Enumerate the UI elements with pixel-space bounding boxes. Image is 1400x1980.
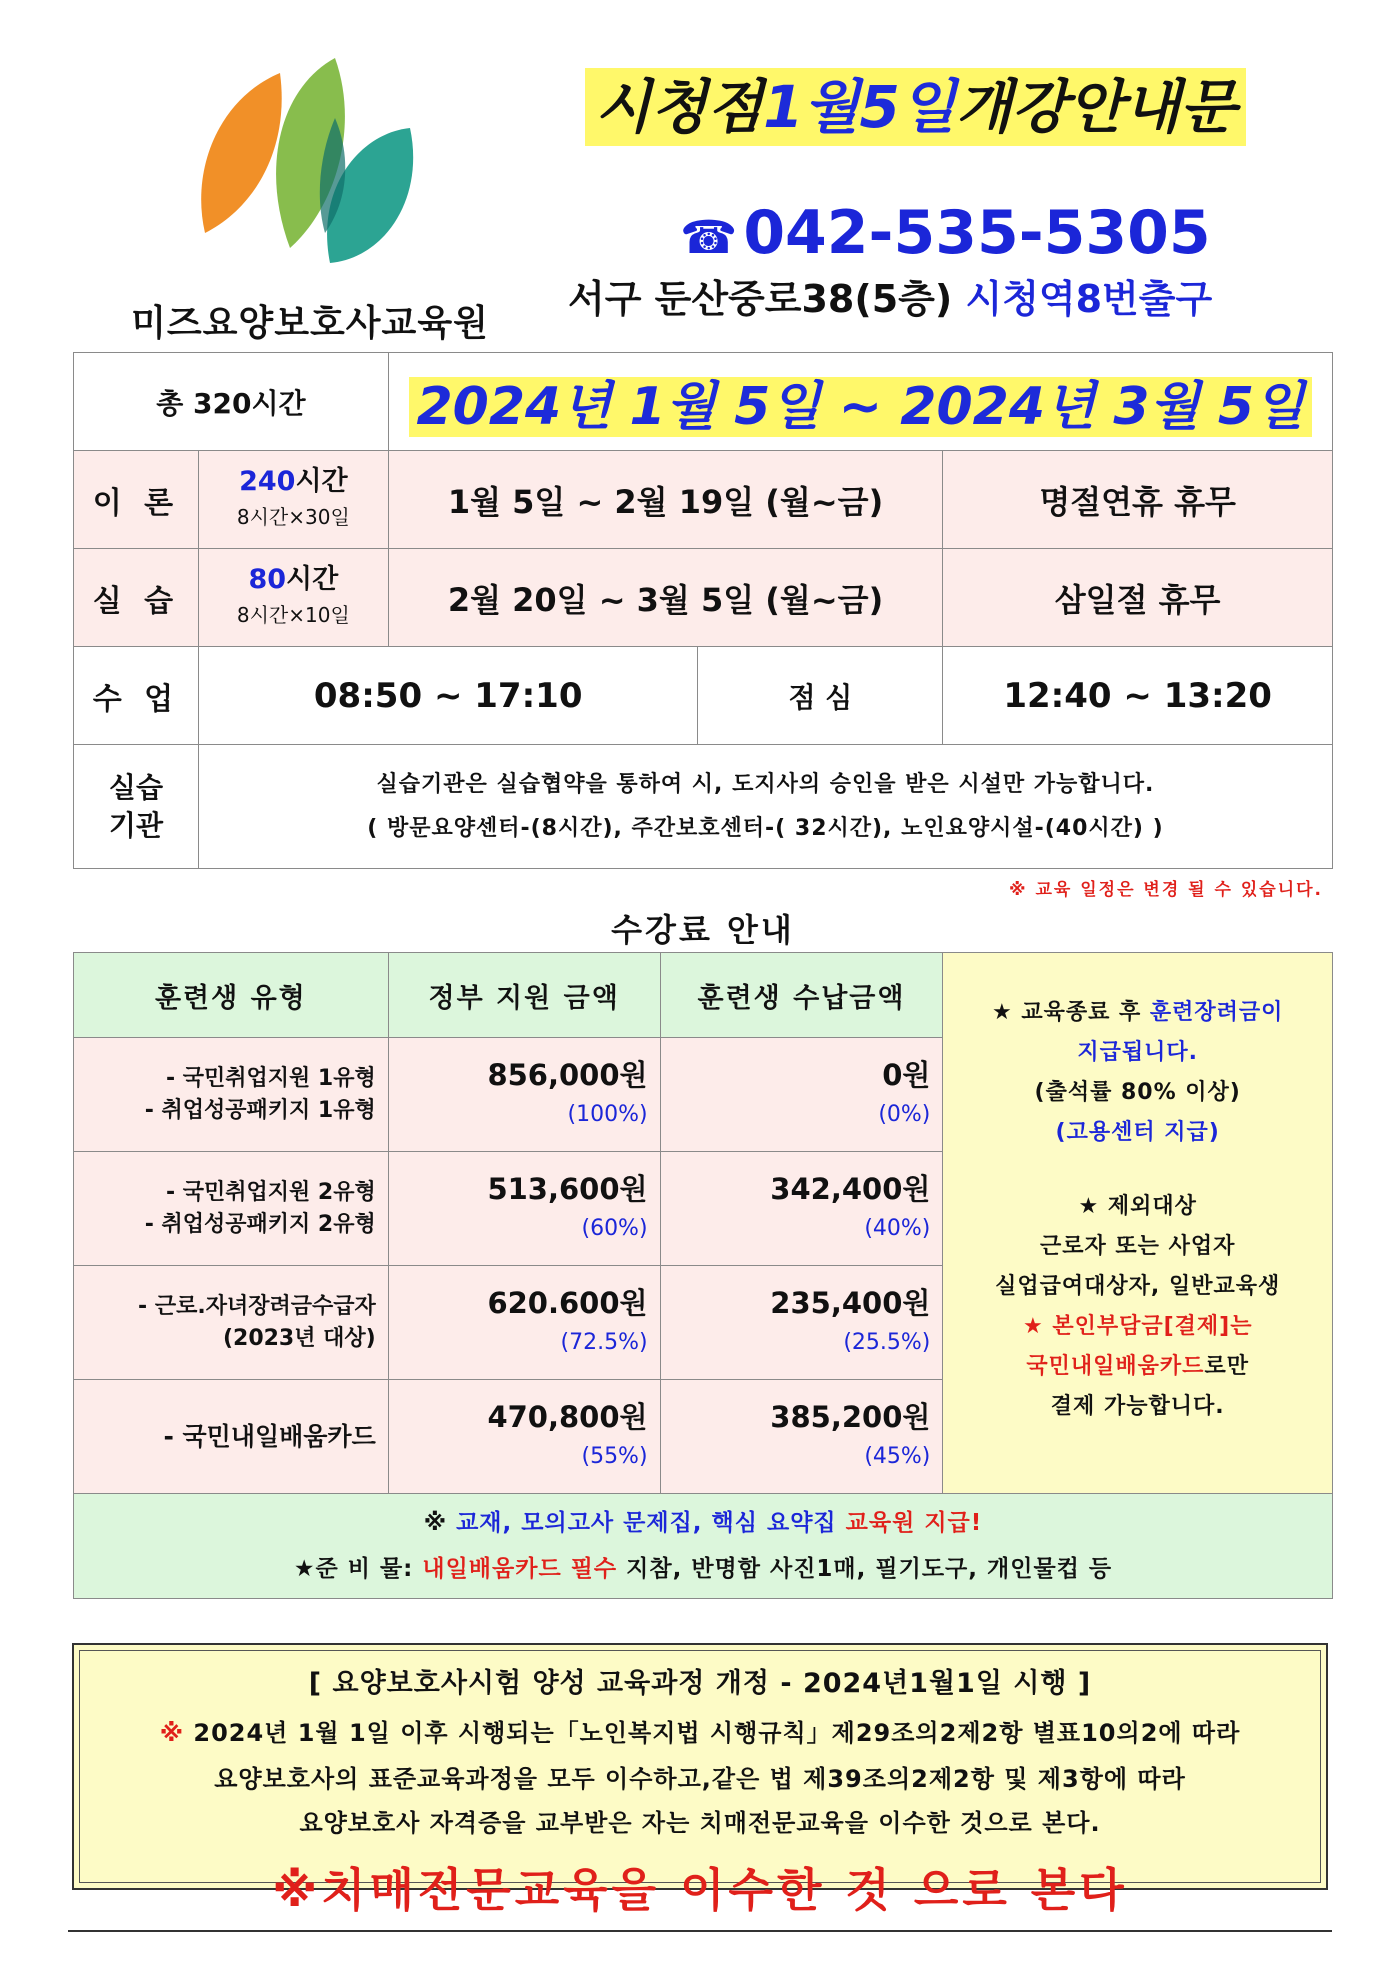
- organization-name: 미즈요양보호사교육원: [131, 303, 489, 344]
- gov-amount: 856,000원 (100%): [388, 1038, 660, 1152]
- reform-line-1: ※ 2024년 1월 1일 이후 시행되는「노인복지법 시행규칙」제29조의2제2항 별표10의2에 따라: [159, 1719, 1241, 1747]
- practice-dates: 2월 20일 ~ 3월 5일 (월~금): [388, 549, 942, 647]
- institution-label: 실습 기관: [74, 745, 199, 869]
- gov-amount: 513,600원 (60%): [388, 1152, 660, 1266]
- leaf-logo-icon: [185, 58, 445, 273]
- reform-line-2: 요양보호사의 표준교육과정을 모두 이수하고,같은 법 제39조의2제2항 및 제3항에 따라: [214, 1765, 1186, 1793]
- gov-amount: 470,800원 (55%): [388, 1380, 660, 1494]
- title-banner: [585, 68, 1246, 146]
- phone-icon: ☎: [680, 210, 738, 264]
- reform-title: [ 요양보호사시험 양성 교육과정 개정 - 2024년1월1일 시행 ]: [308, 1668, 1092, 1699]
- trainee-type: - 근로.자녀장려금수급자 (2023년 대상): [74, 1266, 389, 1380]
- phone-number[interactable]: ☎ 042-535-5305: [680, 198, 1211, 268]
- station-exit: 시청역8번출구: [965, 277, 1213, 321]
- schedule-table: [73, 352, 1333, 869]
- gov-amount: 620.600원 (72.5%): [388, 1266, 660, 1380]
- theory-hours: 240시간 8시간×30일: [198, 451, 388, 549]
- header-trainee-payment: 훈련생 수납금액: [660, 953, 943, 1038]
- practice-hours: 80시간 8시간×10일: [198, 549, 388, 647]
- header-trainee-type: 훈련생 유형: [74, 953, 389, 1038]
- pay-amount: 385,200원 (45%): [660, 1380, 943, 1494]
- theory-dates: 1월 5일 ~ 2월 19일 (월~금): [388, 451, 942, 549]
- pay-amount: 342,400원 (40%): [660, 1152, 943, 1266]
- trainee-type: - 국민취업지원 1유형 - 취업성공패키지 1유형: [74, 1038, 389, 1152]
- practice-note: 삼일절 휴무: [943, 549, 1333, 647]
- theory-label: 이 론: [74, 451, 199, 549]
- theory-note: 명절연휴 휴무: [943, 451, 1333, 549]
- schedule-notice: ※ 교육 일정은 변경 될 수 있습니다.: [1009, 880, 1323, 900]
- pay-amount: 235,400원 (25.5%): [660, 1266, 943, 1380]
- reform-line-3: 요양보호사 자격증을 교부받은 자는 치매전문교육을 이수한 것으로 본다.: [299, 1809, 1101, 1837]
- total-hours: 총 320시간: [74, 353, 389, 451]
- materials-info: ※ 교재, 모의고사 문제집, 핵심 요약집 교육원 지급! ★준 비 물: 내일배움카드 필수 지참, 반명함 사진1매, 필기도구, 개인물컵 등: [74, 1494, 1333, 1599]
- lunch-time: 12:40 ~ 13:20: [943, 647, 1333, 745]
- reform-notice-box: [72, 1643, 1328, 1890]
- reform-emphasis: ※치매전문교육을 이수한 것 으로 본다: [272, 1863, 1128, 1917]
- course-period-cell: [388, 353, 1332, 451]
- practice-label: 실 습: [74, 549, 199, 647]
- course-period: 2024년 1월 5일 ~ 2024년 3월 5일: [409, 377, 1313, 437]
- bottom-divider: [68, 1930, 1332, 1932]
- trainee-type: - 국민취업지원 2유형 - 취업성공패키지 2유형: [74, 1152, 389, 1266]
- pay-amount: 0원 (0%): [660, 1038, 943, 1152]
- class-time: 08:50 ~ 17:10: [198, 647, 698, 745]
- address: 서구 둔산중로38(5층) 시청역8번출구: [568, 277, 1213, 321]
- trainee-type: - 국민내일배움카드: [74, 1380, 389, 1494]
- page-title: 시청점1월5일개강안내문: [595, 73, 1237, 141]
- subsidy-info: ★ 교육종료 후 훈련장려금이 지급됩니다. (출석률 80% 이상) (고용센터 지급) ★ 제외대상 근로자 또는 사업자 실업급여대상자, 일반교육생 ★ 본인부담금[결제]는 국민내일배움카드로만 결제 가능합니다.: [943, 953, 1333, 1494]
- fee-section-title: 수강료 안내: [611, 911, 795, 949]
- lunch-label: 점 심: [698, 647, 943, 745]
- institution-info: 실습기관은 실습협약을 통하여 시, 도지사의 승인을 받은 시설만 가능합니다. ( 방문요양센터-(8시간), 주간보호센터-( 32시간), 노인요양시설-(40시간) ): [198, 745, 1332, 869]
- header-gov-support: 정부 지원 금액: [388, 953, 660, 1038]
- fee-table: [73, 952, 1333, 1599]
- class-label: 수 업: [74, 647, 199, 745]
